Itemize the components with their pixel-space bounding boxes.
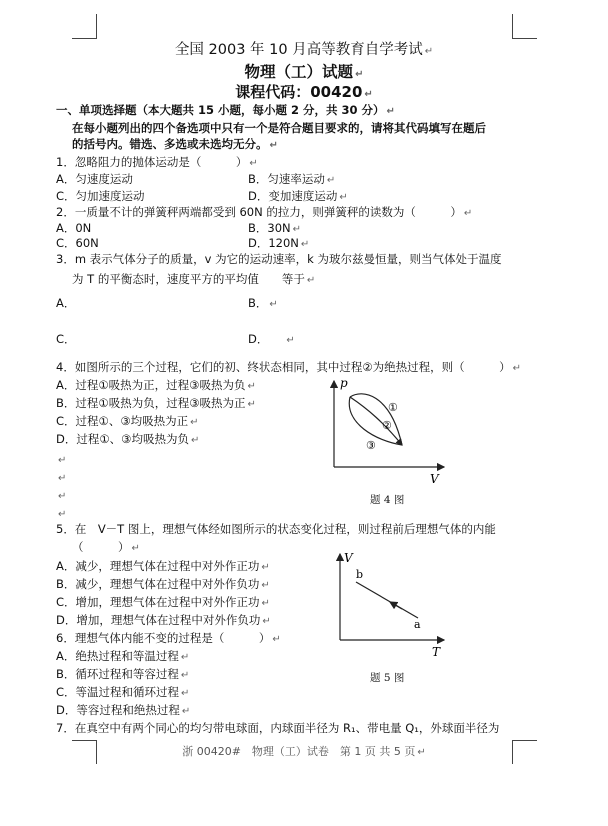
v-axis-label: V: [344, 551, 353, 565]
q1-option-a: A．匀速度运动: [56, 172, 133, 186]
crop-mark-top-right-v: [512, 14, 513, 38]
q3-option-c: C．: [56, 332, 76, 346]
page-footer: 浙 00420# 物理（工）试卷 第 1 页 共 5 页 ↵: [182, 745, 426, 758]
q5-option-b: B．减少，理想气体在过程中对外作负功 ↵: [56, 577, 270, 591]
figure-4-caption: 题 4 图: [370, 494, 405, 506]
course-code: 课程代码：00420 ↵: [235, 83, 373, 101]
q2-option-c: C．60N: [56, 236, 99, 250]
q5-option-d: D．增加，理想气体在过程中对外作负功 ↵: [56, 613, 271, 627]
figure-5-caption: 题 5 图: [370, 672, 405, 684]
q1-stem: 1．忽略阻力的抛体运动是（ ） ↵: [56, 155, 258, 169]
q3-stem-2: 为 T 的平衡态时，速度平方的平均值 等于 ↵: [72, 272, 316, 286]
curve-1-label: ①: [388, 401, 398, 414]
t-axis-label: T: [432, 645, 441, 659]
q7-stem: 7．在真空中有两个同心的均匀带电球面，内球面半径为 R₁、带电量 Q₁，外球面半径为: [56, 721, 500, 735]
q4-option-a: A．过程①吸热为正，过程③吸热为负 ↵: [56, 378, 256, 392]
q2-option-a: A．0N: [56, 221, 92, 235]
q1-option-c: C．匀加速度运动: [56, 189, 145, 203]
q6-stem: 6．理想气体内能不变的过程是（ ） ↵: [56, 631, 281, 645]
q1-option-d: D．变加速度运动 ↵: [248, 189, 348, 203]
q3-option-d: D． ↵: [248, 332, 295, 346]
q3-option-b: B． ↵: [248, 296, 278, 310]
point-a-label: a: [414, 618, 421, 631]
crop-mark-top-left-v: [96, 14, 97, 38]
curve-2-label: ②: [382, 419, 392, 432]
q2-option-b: B．30N ↵: [248, 221, 302, 235]
figure-4-pv-diagram: [322, 375, 452, 490]
q4-stem: 4．如图所示的三个过程，它们的初、终状态相同，其中过程②为绝热过程，则（ ） ↵: [56, 360, 522, 374]
empty-paragraph: ↵: [58, 473, 67, 484]
section-instructions-1: 在每小题列出的四个备选项中只有一个是符合题目要求的，请将其代码填写在题后: [72, 121, 486, 135]
empty-paragraph: ↵: [58, 509, 67, 520]
p-axis-label: p: [340, 376, 348, 390]
q6-option-d: D．等容过程和绝热过程 ↵: [56, 703, 191, 717]
point-b-label: b: [356, 568, 364, 581]
exam-subject-title: 物理（工）试题 ↵: [244, 63, 364, 81]
empty-paragraph: ↵: [58, 455, 67, 466]
process-line: [356, 582, 418, 618]
q6-option-a: A．绝热过程和等温过程 ↵: [56, 649, 190, 663]
figure-5-vt-diagram: [330, 548, 450, 660]
q6-option-b: B．循环过程和等容过程 ↵: [56, 667, 190, 681]
q2-stem: 2．一质量不计的弹簧秤两端都受到 60N 的拉力，则弹簧秤的读数为（ ） ↵: [56, 205, 473, 219]
curve-3-label: ③: [366, 439, 376, 452]
crop-mark-bottom-right-h: [512, 740, 537, 741]
q3-stem-1: 3．m 表示气体分子的质量，v 为它的运动速率，k 为玻尔兹曼恒量，则当气体处于温度: [56, 252, 502, 266]
q5-option-a: A．减少，理想气体在过程中对外作正功 ↵: [56, 559, 270, 573]
section-instructions-2: 的括号内。错选、多选或未选均无分。 ↵: [72, 137, 278, 151]
q4-option-d: D．过程①、③均吸热为负 ↵: [56, 432, 200, 446]
v-axis-label: V: [430, 472, 439, 486]
q2-option-d: D．120N ↵: [248, 236, 310, 250]
q4-option-c: C．过程①、③均吸热为正 ↵: [56, 414, 199, 428]
exam-title-line1: 全国 2003 年 10 月高等教育自学考试 ↵: [174, 42, 434, 58]
q3-option-a: A．: [56, 296, 76, 310]
q5-stem-2: （ ） ↵: [72, 540, 140, 554]
crop-mark-bottom-left-h: [72, 740, 97, 741]
q4-option-b: B．过程①吸热为负，过程③吸热为正 ↵: [56, 396, 256, 410]
q1-option-b: B．匀速率运动 ↵: [248, 172, 336, 186]
q6-option-c: C．等温过程和循环过程 ↵: [56, 685, 190, 699]
section-heading: 一、单项选择题（本大题共 15 小题，每小题 2 分，共 30 分） ↵: [56, 103, 395, 117]
q5-option-c: C．增加，理想气体在过程中对外作正功 ↵: [56, 595, 270, 609]
q5-stem-1: 5．在 V－T 图上，理想气体经如图所示的状态变化过程，则过程前后理想气体的内能: [56, 522, 496, 536]
empty-paragraph: ↵: [58, 491, 67, 502]
process-arrow: [390, 602, 402, 609]
